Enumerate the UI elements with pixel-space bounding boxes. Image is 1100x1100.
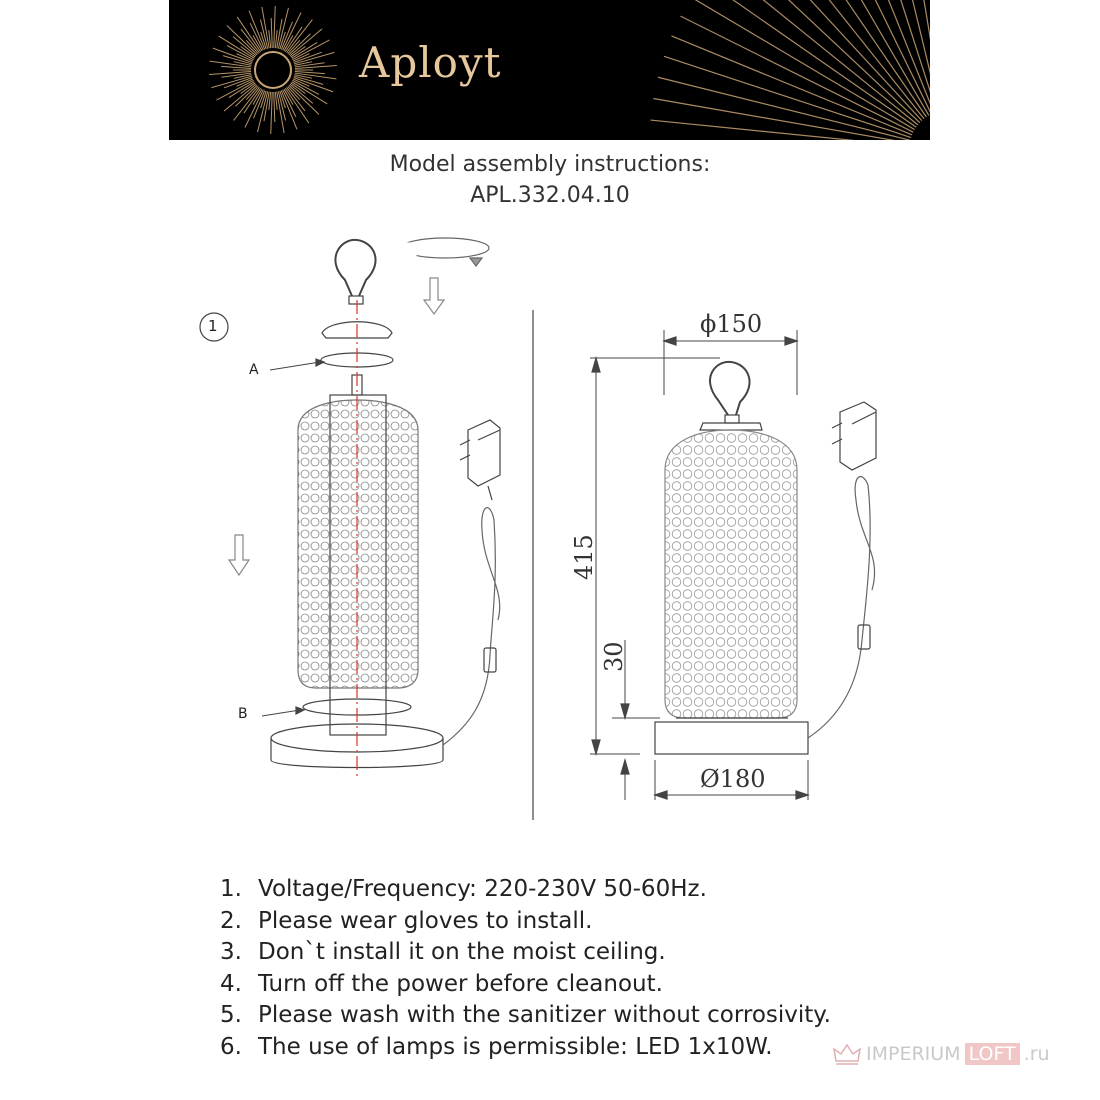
watermark-part-3: .ru <box>1023 1043 1050 1065</box>
list-item: 2. Please wear gloves to install. <box>220 907 593 934</box>
watermark-part-2: LOFT <box>965 1043 1020 1065</box>
list-item: 4. Turn off the power before cleanout. <box>220 970 663 997</box>
list-item: 6. The use of lamps is permissible: LED 1x10W. <box>220 1033 773 1060</box>
assembly-diagram <box>200 238 500 768</box>
step-number: 1 <box>208 317 218 335</box>
part-label-a: A <box>249 362 259 378</box>
list-item: 5. Please wash with the sanitizer without corrosivity. <box>220 1002 831 1028</box>
notes-list <box>220 876 831 1065</box>
page-title: Model assembly instructions: <box>389 152 711 177</box>
model-number: APL.332.04.10 <box>470 183 630 208</box>
base-height-label: 30 <box>600 641 628 672</box>
watermark <box>832 1040 1050 1068</box>
down-arrow-icon <box>229 535 249 575</box>
rotate-arrow-icon <box>400 238 489 266</box>
power-cord <box>443 508 500 745</box>
crown-icon <box>832 1041 862 1067</box>
hook-loop <box>335 240 375 296</box>
plug-icon <box>460 420 500 500</box>
down-arrow-icon <box>424 278 444 314</box>
glass-shade <box>298 400 418 688</box>
height-label: 415 <box>570 534 598 580</box>
watermark-part-1: IMPERIUM <box>866 1043 961 1065</box>
hook-nut <box>349 296 363 304</box>
top-diameter-label: ϕ150 <box>700 310 763 338</box>
list-item: 3. Don`t install it on the moist ceiling. <box>220 939 666 965</box>
base-diameter-label: Ø180 <box>700 765 766 793</box>
part-label-b: B <box>238 706 248 722</box>
list-item: 1. Voltage/Frequency: 220-230V 50-60Hz. <box>220 876 707 902</box>
brand-name: Aployt <box>359 38 502 87</box>
dimension-diagram <box>590 330 876 800</box>
